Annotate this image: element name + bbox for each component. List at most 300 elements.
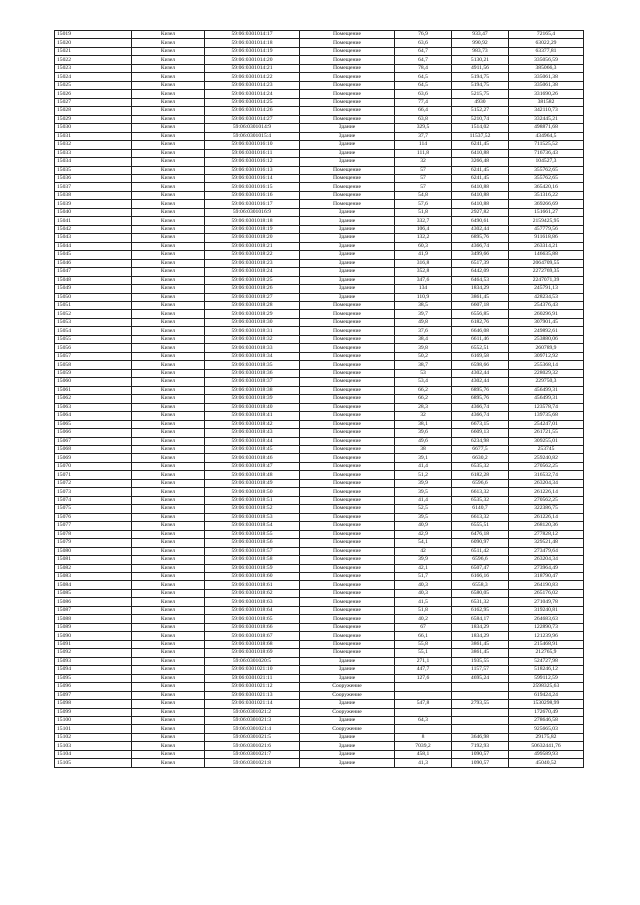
total-cost-cell: 369266,69	[509, 200, 584, 208]
total-cost-cell: 261226,14	[509, 488, 584, 496]
city-cell: Кизел	[132, 598, 205, 606]
total-cost-cell: 277828,12	[509, 530, 584, 538]
object-type-cell: Помещение	[300, 530, 395, 538]
city-cell: Кизел	[132, 437, 205, 445]
city-cell: Кизел	[132, 327, 205, 335]
cost-per-unit-cell: 6535,32	[452, 496, 509, 504]
cadastral-number-cell: 59:06:0301018:19	[205, 225, 300, 233]
cadastral-number-cell: 59:06:0301018:57	[205, 547, 300, 555]
total-cost-cell: 271049,78	[509, 598, 584, 606]
object-type-cell: Сооружение	[300, 725, 395, 733]
id-cell: 15066	[55, 429, 132, 437]
area-cell: 64,3	[395, 716, 452, 724]
city-cell: Кизел	[132, 124, 205, 132]
table-row	[55, 505, 584, 513]
area-cell: 55,1	[395, 649, 452, 657]
cadastral-number-cell: 59:06:0301021:10	[205, 666, 300, 674]
object-type-cell: Помещение	[300, 556, 395, 564]
table-row	[55, 733, 584, 741]
id-cell: 15031	[55, 132, 132, 140]
area-cell: 134	[395, 285, 452, 293]
city-cell: Кизел	[132, 547, 205, 555]
total-cost-cell: 254376,43	[509, 302, 584, 310]
total-cost-cell: 29175,82	[509, 733, 584, 741]
cadastral-number-cell: 59:06:0301018:43	[205, 429, 300, 437]
id-cell: 15047	[55, 268, 132, 276]
id-cell: 15059	[55, 369, 132, 377]
object-type-cell: Здание	[300, 285, 395, 293]
cost-per-unit-cell: 6166,16	[452, 573, 509, 581]
city-cell: Кизел	[132, 64, 205, 72]
cost-per-unit-cell: 4366,74	[452, 412, 509, 420]
cadastral-number-cell: 59:06:0301018:52	[205, 505, 300, 513]
cost-per-unit-cell: 4930	[452, 98, 509, 106]
total-cost-cell: 332445,21	[509, 115, 584, 123]
area-cell: 40,2	[395, 615, 452, 623]
table-row	[55, 158, 584, 166]
area-cell: 316,8	[395, 259, 452, 267]
cadastral-number-cell: 59:06:0301018:24	[205, 268, 300, 276]
area-cell: 51,8	[395, 208, 452, 216]
cost-per-unit-cell: 4302,44	[452, 369, 509, 377]
area-cell: 49,6	[395, 437, 452, 445]
id-cell: 15033	[55, 149, 132, 157]
cadastral-number-cell: 59:06:0301018:66	[205, 623, 300, 631]
cadastral-number-cell: 59:06:0301016:9	[205, 208, 300, 216]
object-type-cell: Здание	[300, 657, 395, 665]
cadastral-number-cell: 59:06:0301018:28	[205, 302, 300, 310]
object-type-cell: Помещение	[300, 56, 395, 64]
area-cell: 352,8	[395, 268, 452, 276]
table-row	[55, 539, 584, 547]
object-type-cell: Помещение	[300, 310, 395, 318]
table-row	[55, 208, 584, 216]
table-row	[55, 327, 584, 335]
total-cost-cell: 263204,34	[509, 556, 584, 564]
total-cost-cell: 265176,02	[509, 589, 584, 597]
total-cost-cell: 456499,31	[509, 395, 584, 403]
total-cost-cell: 309712,92	[509, 352, 584, 360]
cadastral-number-cell: 59:06:0301014:21	[205, 64, 300, 72]
cost-per-unit-cell: 983,73	[452, 47, 509, 55]
total-cost-cell: 268120,36	[509, 522, 584, 530]
city-cell: Кизел	[132, 90, 205, 98]
area-cell: 77,4	[395, 98, 452, 106]
cost-per-unit-cell: 6613,32	[452, 488, 509, 496]
cadastral-number-cell: 59:06:0301014:23	[205, 81, 300, 89]
city-cell: Кизел	[132, 217, 205, 225]
id-cell: 15024	[55, 73, 132, 81]
cadastral-number-cell: 59:06:0301018:31	[205, 327, 300, 335]
id-cell: 15083	[55, 573, 132, 581]
table-row	[55, 259, 584, 267]
total-cost-cell: 365420,16	[509, 183, 584, 191]
table-row	[55, 369, 584, 377]
total-cost-cell: 307901,45	[509, 318, 584, 326]
id-cell: 15037	[55, 183, 132, 191]
id-cell: 15090	[55, 632, 132, 640]
city-cell: Кизел	[132, 666, 205, 674]
area-cell	[395, 691, 452, 699]
total-cost-cell: 63022,29	[509, 39, 584, 47]
id-cell: 15092	[55, 649, 132, 657]
table-row	[55, 149, 584, 157]
table-row	[55, 725, 584, 733]
area-cell: 38,5	[395, 302, 452, 310]
table-row	[55, 606, 584, 614]
area-cell: 63,8	[395, 115, 452, 123]
cadastral-number-cell: 59:06:0301016:16	[205, 191, 300, 199]
total-cost-cell: 342110,73	[509, 107, 584, 115]
id-cell: 15045	[55, 251, 132, 259]
city-cell: Кизел	[132, 293, 205, 301]
id-cell: 15041	[55, 217, 132, 225]
id-cell: 15022	[55, 56, 132, 64]
cost-per-unit-cell: 6490,61	[452, 217, 509, 225]
cost-per-unit-cell: 6555,51	[452, 522, 509, 530]
cadastral-number-cell: 59:06:0301018:29	[205, 310, 300, 318]
area-cell: 63,6	[395, 90, 452, 98]
id-cell: 15027	[55, 98, 132, 106]
cadastral-number-cell: 59:06:0301014:19	[205, 47, 300, 55]
object-type-cell: Здание	[300, 132, 395, 140]
table-row	[55, 344, 584, 352]
city-cell: Кизел	[132, 361, 205, 369]
id-cell: 15073	[55, 488, 132, 496]
id-cell: 15029	[55, 115, 132, 123]
id-cell: 15052	[55, 310, 132, 318]
object-type-cell: Помещение	[300, 327, 395, 335]
id-cell: 15080	[55, 547, 132, 555]
total-cost-cell: 253880,06	[509, 335, 584, 343]
city-cell: Кизел	[132, 445, 205, 453]
id-cell: 15023	[55, 64, 132, 72]
id-cell: 15074	[55, 496, 132, 504]
object-type-cell: Помещение	[300, 589, 395, 597]
object-type-cell: Помещение	[300, 522, 395, 530]
cadastral-number-cell: 59:06:0301016:15	[205, 183, 300, 191]
total-cost-cell: 260296,91	[509, 310, 584, 318]
id-cell: 15069	[55, 454, 132, 462]
cost-per-unit-cell: 6552,51	[452, 344, 509, 352]
cadastral-number-cell: 59:06:0301018:34	[205, 352, 300, 360]
table-row	[55, 479, 584, 487]
id-cell: 15019	[55, 31, 132, 39]
city-cell: Кизел	[132, 750, 205, 758]
cost-per-unit-cell: 6596,6	[452, 479, 509, 487]
cost-per-unit-cell: 6598,66	[452, 361, 509, 369]
total-cost-cell: 50632441,76	[509, 742, 584, 750]
cadastral-number-cell: 59:06:0301018:50	[205, 488, 300, 496]
id-cell: 15097	[55, 691, 132, 699]
id-cell: 15094	[55, 666, 132, 674]
table-row	[55, 242, 584, 250]
total-cost-cell: 385066,3	[509, 64, 584, 72]
table-row	[55, 285, 584, 293]
cadastral-number-cell: 59:06:0301018:51	[205, 496, 300, 504]
cadastral-number-cell: 59:06:0301021:3	[205, 716, 300, 724]
total-cost-cell: 711525,52	[509, 141, 584, 149]
cost-per-unit-cell: 6182,76	[452, 318, 509, 326]
id-cell: 15050	[55, 293, 132, 301]
object-type-cell: Помещение	[300, 39, 395, 47]
table-row	[55, 174, 584, 182]
cadastral-number-cell: 59:06:0301018:67	[205, 632, 300, 640]
cost-per-unit-cell: 6507,47	[452, 564, 509, 572]
table-row	[55, 708, 584, 716]
object-type-cell: Здание	[300, 733, 395, 741]
table-row	[55, 496, 584, 504]
object-type-cell: Сооружение	[300, 683, 395, 691]
cost-per-unit-cell: 5210,74	[452, 115, 509, 123]
object-type-cell: Помещение	[300, 513, 395, 521]
area-cell: 50,2	[395, 352, 452, 360]
object-type-cell: Помещение	[300, 378, 395, 386]
table-row	[55, 691, 584, 699]
object-type-cell: Помещение	[300, 191, 395, 199]
cadastral-number-cell: 59:06:0301021:5	[205, 733, 300, 741]
cadastral-number-cell: 59:06:0301016:14	[205, 174, 300, 182]
total-cost-cell: 319240,81	[509, 606, 584, 614]
object-type-cell: Здание	[300, 759, 395, 767]
table-row	[55, 107, 584, 115]
table-row	[55, 200, 584, 208]
table-row	[55, 31, 584, 39]
total-cost-cell: 146635,88	[509, 251, 584, 259]
total-cost-cell: 249892,61	[509, 327, 584, 335]
city-cell: Кизел	[132, 73, 205, 81]
city-cell: Кизел	[132, 166, 205, 174]
cost-per-unit-cell: 6241,45	[452, 166, 509, 174]
city-cell: Кизел	[132, 369, 205, 377]
cost-per-unit-cell: 1090,57	[452, 750, 509, 758]
cadastral-number-cell: 59:06:0301014:18	[205, 39, 300, 47]
id-cell: 15088	[55, 615, 132, 623]
total-cost-cell: 122890,73	[509, 623, 584, 631]
total-cost-cell: 270562,25	[509, 462, 584, 470]
cadastral-number-cell: 59:06:0301018:18	[205, 217, 300, 225]
city-cell: Кизел	[132, 251, 205, 259]
object-type-cell: Здание	[300, 700, 395, 708]
area-cell: 49,8	[395, 318, 452, 326]
cost-per-unit-cell: 6182,28	[452, 471, 509, 479]
id-cell: 15056	[55, 344, 132, 352]
area-cell: 39,7	[395, 310, 452, 318]
cost-per-unit-cell: 6630,2	[452, 454, 509, 462]
cadastral-number-cell: 59:06:0301018:63	[205, 598, 300, 606]
city-cell: Кизел	[132, 539, 205, 547]
table-row	[55, 56, 584, 64]
id-cell: 15103	[55, 742, 132, 750]
total-cost-cell: 259240,82	[509, 454, 584, 462]
table-row	[55, 530, 584, 538]
cadastral-number-cell: 59:06:0301018:41	[205, 412, 300, 420]
object-type-cell: Помещение	[300, 505, 395, 513]
table-row	[55, 462, 584, 470]
id-cell: 15087	[55, 606, 132, 614]
cadastral-number-cell: 59:06:0301018:25	[205, 276, 300, 284]
table-row	[55, 420, 584, 428]
city-cell: Кизел	[132, 742, 205, 750]
city-cell: Кизел	[132, 657, 205, 665]
cost-per-unit-cell: 6410,88	[452, 200, 509, 208]
table-row	[55, 115, 584, 123]
city-cell: Кизел	[132, 522, 205, 530]
object-type-cell: Помещение	[300, 420, 395, 428]
cadastral-number-cell: 59:06:0301018:69	[205, 649, 300, 657]
total-cost-cell: 2598325,63	[509, 683, 584, 691]
area-cell: 55,8	[395, 640, 452, 648]
table-row	[55, 522, 584, 530]
id-cell: 15061	[55, 386, 132, 394]
total-cost-cell: 434964,5	[509, 132, 584, 140]
total-cost-cell: 72165,4	[509, 31, 584, 39]
cost-per-unit-cell: 6556,85	[452, 310, 509, 318]
cadastral-number-cell: 59:06:0301018:46	[205, 454, 300, 462]
city-cell: Кизел	[132, 623, 205, 631]
table-row	[55, 395, 584, 403]
cadastral-number-cell: 59:06:0301018:65	[205, 615, 300, 623]
cost-per-unit-cell: 3266,48	[452, 158, 509, 166]
cadastral-number-cell: 59:06:0301018:33	[205, 344, 300, 352]
total-cost-cell: 212765,9	[509, 649, 584, 657]
table-row	[55, 513, 584, 521]
cadastral-number-cell: 59:06:0301018:56	[205, 539, 300, 547]
table-row	[55, 64, 584, 72]
total-cost-cell: 215468,91	[509, 640, 584, 648]
total-cost-cell: 228029,32	[509, 369, 584, 377]
table-row	[55, 90, 584, 98]
total-cost-cell: 716736,43	[509, 149, 584, 157]
cost-per-unit-cell: 4366,74	[452, 242, 509, 250]
area-cell: 57	[395, 174, 452, 182]
cadastral-number-cell: 59:06:0301014:17	[205, 31, 300, 39]
cost-per-unit-cell: 5152,27	[452, 107, 509, 115]
cost-per-unit-cell: 1834,29	[452, 632, 509, 640]
table-row	[55, 429, 584, 437]
total-cost-cell: 335061,38	[509, 81, 584, 89]
cost-per-unit-cell: 5130,21	[452, 56, 509, 64]
total-cost-cell: 524727,98	[509, 657, 584, 665]
cadastral-number-cell: 59:06:0301018:47	[205, 462, 300, 470]
cadastral-number-cell: 59:06:0301014:27	[205, 115, 300, 123]
total-cost-cell: 172670,49	[509, 708, 584, 716]
id-cell: 15028	[55, 107, 132, 115]
cadastral-number-cell: 59:06:0301018:38	[205, 386, 300, 394]
area-cell: 53,4	[395, 378, 452, 386]
table-row	[55, 750, 584, 758]
cadastral-number-cell: 59:06:0301018:35	[205, 361, 300, 369]
id-cell: 15063	[55, 403, 132, 411]
cost-per-unit-cell: 3646,98	[452, 733, 509, 741]
object-type-cell: Помещение	[300, 429, 395, 437]
area-cell: 51,2	[395, 471, 452, 479]
cadastral-number-cell: 59:06:0301018:64	[205, 606, 300, 614]
area-cell: 40,9	[395, 522, 452, 530]
area-cell	[395, 683, 452, 691]
id-cell: 15046	[55, 259, 132, 267]
object-type-cell: Здание	[300, 674, 395, 682]
cost-per-unit-cell: 1935,55	[452, 657, 509, 665]
id-cell: 15036	[55, 174, 132, 182]
id-cell: 15081	[55, 556, 132, 564]
table-row	[55, 335, 584, 343]
city-cell: Кизел	[132, 708, 205, 716]
id-cell: 15082	[55, 564, 132, 572]
city-cell: Кизел	[132, 285, 205, 293]
total-cost-cell: 278646,58	[509, 716, 584, 724]
total-cost-cell: 2064709,55	[509, 259, 584, 267]
cost-per-unit-cell: 6517,39	[452, 259, 509, 267]
total-cost-cell: 63377,81	[509, 47, 584, 55]
table-row	[55, 302, 584, 310]
total-cost-cell: 229750,3	[509, 378, 584, 386]
cadastral-number-cell: 59:06:0301018:53	[205, 513, 300, 521]
city-cell: Кизел	[132, 56, 205, 64]
area-cell: 57	[395, 166, 452, 174]
id-cell: 15057	[55, 352, 132, 360]
table-row	[55, 98, 584, 106]
cadastral-number-cell: 59:06:0301020:5	[205, 657, 300, 665]
area-cell: 64,7	[395, 56, 452, 64]
total-cost-cell: 381582	[509, 98, 584, 106]
id-cell: 15058	[55, 361, 132, 369]
city-cell: Кизел	[132, 191, 205, 199]
area-cell: 64,5	[395, 81, 452, 89]
cadastral-number-cell: 59:06:0301014:24	[205, 90, 300, 98]
cost-per-unit-cell	[452, 683, 509, 691]
cadastral-number-cell: 59:06:0301021:12	[205, 683, 300, 691]
id-cell: 15065	[55, 420, 132, 428]
object-type-cell: Здание	[300, 268, 395, 276]
cadastral-number-cell: 59:06:0301018:40	[205, 403, 300, 411]
cost-per-unit-cell: 1834,29	[452, 285, 509, 293]
total-cost-cell: 151661,27	[509, 208, 584, 216]
total-cost-cell: 355762,65	[509, 166, 584, 174]
total-cost-cell: 273964,49	[509, 564, 584, 572]
total-cost-cell: 104527,3	[509, 158, 584, 166]
table-row	[55, 183, 584, 191]
total-cost-cell: 254247,01	[509, 420, 584, 428]
table-row	[55, 683, 584, 691]
total-cost-cell: 599112,59	[509, 674, 584, 682]
city-cell: Кизел	[132, 615, 205, 623]
cadastral-number-cell: 59:06:0301018:54	[205, 522, 300, 530]
cadastral-number-cell: 59:06:0301018:55	[205, 530, 300, 538]
city-cell: Кизел	[132, 149, 205, 157]
table-row	[55, 598, 584, 606]
cadastral-number-cell: 59:06:0301014:9	[205, 124, 300, 132]
cost-per-unit-cell: 4302,44	[452, 378, 509, 386]
table-row	[55, 556, 584, 564]
cadastral-number-cell: 59:06:0301018:49	[205, 479, 300, 487]
object-type-cell: Помещение	[300, 183, 395, 191]
id-cell: 15051	[55, 302, 132, 310]
object-type-cell: Помещение	[300, 539, 395, 547]
city-cell: Кизел	[132, 234, 205, 242]
city-cell: Кизел	[132, 674, 205, 682]
object-type-cell: Помещение	[300, 31, 395, 39]
table-row	[55, 361, 584, 369]
city-cell: Кизел	[132, 310, 205, 318]
cost-per-unit-cell: 4911,56	[452, 64, 509, 72]
area-cell: 40,3	[395, 589, 452, 597]
total-cost-cell: 45040,52	[509, 759, 584, 767]
cost-per-unit-cell: 5194,75	[452, 73, 509, 81]
city-cell: Кизел	[132, 81, 205, 89]
total-cost-cell: 261721,55	[509, 429, 584, 437]
area-cell: 41,5	[395, 598, 452, 606]
